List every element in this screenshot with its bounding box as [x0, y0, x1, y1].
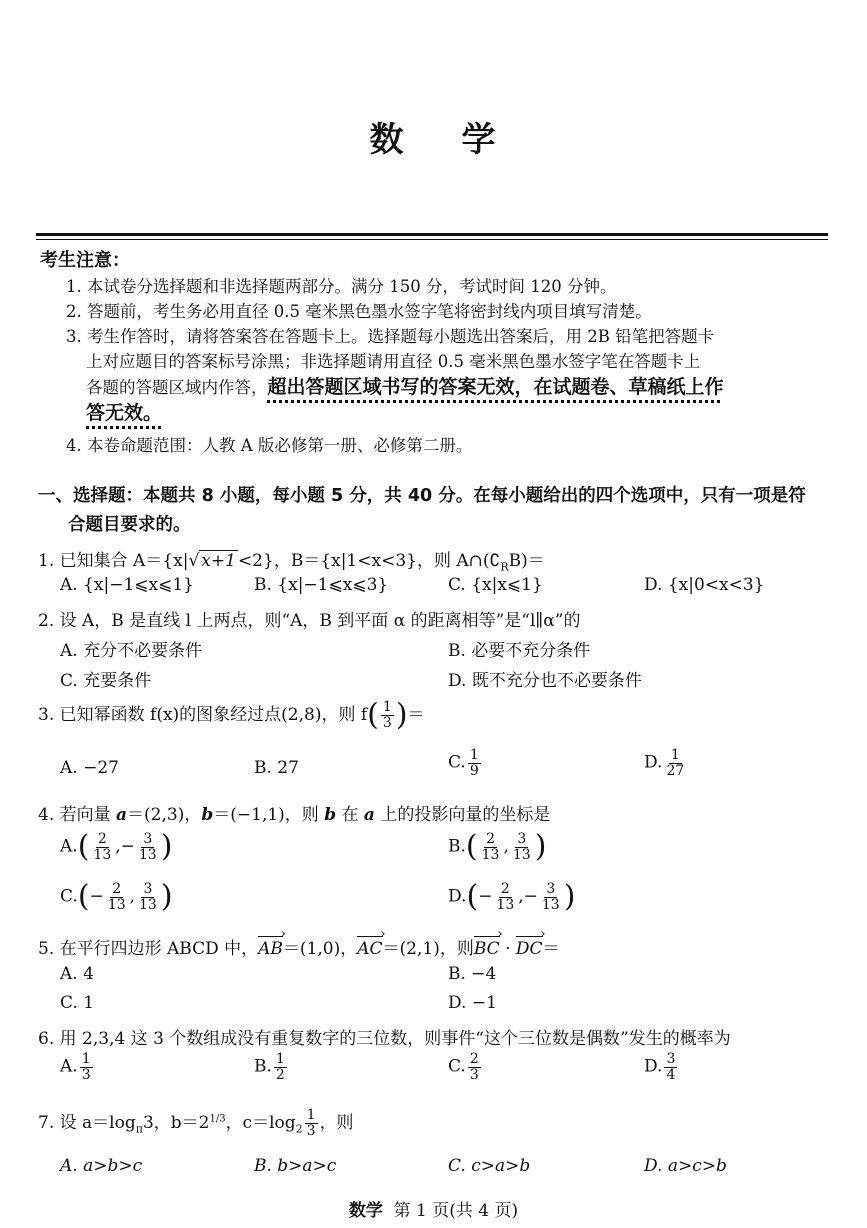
frac — [106, 882, 128, 912]
q5-vector-dc: DC › — [516, 939, 543, 959]
notice-item-3-line-1: 3. 考生作答时，请将答案答在答题卡上。选择题每小题选出答案后，用 2B 铅笔把答题卡 — [66, 327, 715, 346]
comma: , — [129, 886, 136, 907]
q3-text: 3. 已知幂函数 f(x)的图象经过点(2,8)，则 f — [38, 705, 368, 725]
paren-right: ) — [563, 879, 576, 915]
question-6-stem: 6. 用 2,3,4 这 3 个数组成没有重复数字的三位数，则事件“这个三位数是偶数”发生的概率为 — [38, 1029, 731, 1049]
q1-text-a: 1. 已知集合 A＝{x| — [38, 551, 189, 571]
q5-option-a: A. 4 — [60, 964, 94, 984]
page-footer — [0, 1196, 867, 1221]
frac-num: 3 — [143, 831, 153, 847]
paren-left: ( — [466, 879, 479, 915]
frac-num: 1 — [306, 1107, 316, 1124]
q3-opt-c-frac — [468, 748, 481, 778]
q5-vector-ab: AB › — [258, 939, 283, 959]
question-3-stem — [38, 697, 425, 733]
q5-option-d: D. −1 — [448, 993, 497, 1013]
frac — [468, 1052, 481, 1082]
notice-item-3-text: 各题的答题区域内作答， — [86, 378, 268, 397]
q1-option-c: C. {x|x⩽1} — [448, 575, 543, 595]
paren-left: ( — [77, 829, 90, 865]
frac-den: 13 — [139, 896, 157, 913]
opt-label: C. — [60, 886, 78, 907]
frac-num: 3 — [143, 881, 153, 897]
paren-right: ) — [160, 829, 173, 865]
opt-label: B. — [448, 836, 466, 857]
q4-option-b — [448, 829, 547, 865]
paren-left: ( — [465, 829, 478, 865]
q7-log-base-pi: π — [135, 1122, 143, 1136]
q1-option-b: B. {x|−1⩽x⩽3} — [254, 575, 389, 595]
frac-den: 9 — [469, 762, 479, 779]
frac-den: 3 — [469, 1066, 479, 1083]
title-part-1: 数 — [369, 120, 406, 160]
sign: − — [120, 836, 135, 857]
q5-text-e: ＝ — [542, 939, 560, 959]
sign: − — [89, 886, 104, 907]
q5-text-b: ＝(1,0)， — [282, 939, 358, 959]
q7-text-b: 3，b＝2 — [142, 1113, 210, 1133]
notice-item-3-line-2: 上对应题目的答案标号涂黑；非选择题请用直径 0.5 毫米黑色墨水签字笔在答题卡上 — [86, 352, 701, 371]
frac-den: 13 — [481, 846, 500, 863]
notice-emphasis-2: 答无效。 — [86, 402, 163, 424]
question-5-stem — [38, 934, 560, 959]
notice-item-2: 2. 答题前，考生务必用直径 0.5 毫米黑色墨水签字笔将密封线内项目填写清楚。 — [66, 302, 652, 321]
notice-emphasis-1: 超出答题区域书写的答案无效，在试题卷、草稿纸上作 — [267, 376, 724, 398]
q3-opt-d-frac — [664, 748, 686, 778]
notice-item-4: 4. 本卷命题范围：人教 A 版必修第一册、必修第二册。 — [66, 436, 473, 455]
q5-text-c: ＝(2,1)，则 — [382, 939, 474, 959]
section-heading-line-1: 一、选择题：本题共 8 小题，每小题 5 分，共 40 分。在每小题给出的四个选项中，只有一项是符 — [38, 486, 806, 506]
frac-den: 2 — [275, 1066, 285, 1083]
opt-label: A. — [60, 1056, 78, 1077]
q7-text-d: ，则 — [319, 1113, 354, 1133]
q5-vector-ac: AC › — [357, 939, 382, 959]
q1-sqrt-content: x+1 — [201, 551, 236, 571]
frac-den: 27 — [666, 762, 685, 779]
opt-label: B. — [254, 1056, 272, 1077]
question-2-stem: 2. 设 A，B 是直线 l 上两点，则“A，B 到平面 α 的距离相等”是“l∥α”的 — [38, 611, 581, 631]
q3-option-d — [644, 748, 688, 778]
frac-num: 2 — [486, 831, 495, 847]
footer-page: 第 1 页(共 4 页) — [393, 1201, 519, 1221]
q3-opt-c-label: C. — [448, 752, 466, 773]
q2-option-c: C. 充要条件 — [60, 671, 152, 691]
q2-option-a: A. 充分不必要条件 — [60, 641, 203, 661]
q5-text-a: 5. 在平行四边形 ABCD 中， — [38, 939, 259, 959]
paren-right: ) — [395, 697, 408, 733]
frac — [80, 1052, 93, 1082]
q4-text-d: 在 — [336, 805, 364, 825]
q4-text-a: 4. 若向量 — [38, 805, 117, 825]
header-rule-thick — [36, 233, 828, 236]
frac-den: 3 — [81, 1066, 91, 1083]
frac-num: 1 — [670, 747, 680, 763]
q7-option-d: D. a>c>b — [644, 1156, 727, 1176]
q7-fraction — [305, 1108, 318, 1138]
frac-den: 13 — [496, 896, 515, 913]
comma: , — [518, 886, 524, 907]
opt-label: C. — [448, 1056, 466, 1077]
q3-opt-d-label: D. — [644, 752, 663, 773]
q4-option-d — [448, 879, 576, 915]
sign: − — [523, 886, 538, 907]
frac-num: 2 — [97, 831, 107, 847]
q3-option-c — [448, 748, 483, 778]
footer-subject: 数学 — [348, 1201, 383, 1221]
title-part-2: 学 — [461, 120, 498, 160]
frac-num: 2 — [469, 1051, 479, 1067]
sqrt-symbol: √ — [188, 551, 200, 571]
q5-dot: · — [499, 939, 516, 959]
frac — [540, 882, 562, 912]
comma: , — [503, 836, 509, 857]
frac-den: 13 — [107, 896, 126, 913]
q1-text-c: B)＝ — [508, 551, 545, 571]
frac-num: 3 — [666, 1051, 676, 1067]
q4-option-a — [60, 829, 173, 865]
question-4-stem — [38, 800, 550, 825]
frac-num: 1 — [275, 1051, 285, 1067]
frac-den: 13 — [93, 846, 112, 863]
q1-option-d: D. {x|0<x<3} — [644, 575, 765, 595]
header-rule-thin — [36, 239, 828, 240]
q7-log-base-2: 2 — [295, 1122, 303, 1136]
q4-vector-b: b — [201, 805, 214, 825]
frac — [137, 882, 159, 912]
q4-vector-b-2: b — [324, 805, 337, 825]
q5-option-b: B. −4 — [448, 964, 497, 984]
frac-den: 4 — [666, 1066, 676, 1083]
q4-text-c: ＝(−1,1)，则 — [213, 805, 325, 825]
frac-den: 13 — [512, 846, 531, 863]
q4-text-b: ＝(2,3)， — [127, 805, 202, 825]
q7-option-c: C. c>a>b — [448, 1156, 531, 1176]
q2-option-b: B. 必要不充分条件 — [448, 641, 591, 661]
comma: , — [115, 836, 121, 857]
q7-text-a: 7. 设 a＝log — [38, 1113, 136, 1133]
frac — [494, 882, 516, 912]
notice-item-3-line-3 — [86, 372, 724, 399]
sign: − — [478, 886, 493, 907]
q3-tail: ＝ — [407, 705, 425, 725]
frac-den: 13 — [138, 846, 157, 863]
q7-exponent: 1/3 — [209, 1113, 226, 1125]
paren-left: ( — [367, 697, 379, 733]
question-7-stem — [38, 1108, 354, 1139]
opt-label: A. — [60, 836, 78, 857]
q5-option-c: C. 1 — [60, 993, 95, 1013]
q7-option-b: B. b>a>c — [254, 1156, 337, 1176]
q1-text-b: <2}，B＝{x|1<x<3}，则 A∩(∁ — [237, 551, 501, 571]
frac-num: 2 — [112, 881, 122, 897]
paren-left: ( — [77, 879, 90, 915]
notice-heading: 考生注意： — [40, 250, 130, 271]
q7-option-a: A. a>b>c — [60, 1156, 143, 1176]
question-1-stem — [38, 546, 545, 573]
section-heading-line-2: 合题目要求的。 — [68, 515, 191, 535]
frac — [480, 832, 502, 862]
q2-option-d: D. 既不充分也不必要条件 — [448, 671, 642, 691]
q3-frac-num: 1 — [382, 699, 392, 716]
frac — [91, 832, 113, 862]
frac — [511, 832, 533, 862]
q6-option-b — [254, 1052, 289, 1082]
frac — [274, 1052, 287, 1082]
q6-option-a — [60, 1052, 95, 1082]
q6-option-d — [644, 1052, 679, 1082]
q4-vector-a: a — [116, 805, 128, 825]
frac-num: 1 — [469, 747, 479, 763]
q3-option-a: A. −27 — [60, 758, 119, 778]
q4-vector-a-2: a — [363, 805, 375, 825]
q4-option-c — [60, 879, 173, 915]
frac-num: 3 — [517, 831, 527, 847]
q6-option-c — [448, 1052, 483, 1082]
frac-den: 13 — [541, 896, 560, 913]
q1-option-a: A. {x|−1⩽x⩽1} — [60, 575, 194, 595]
frac — [664, 1052, 677, 1082]
frac-num: 2 — [500, 881, 510, 897]
page-title — [0, 112, 867, 161]
paren-right: ) — [534, 829, 547, 865]
q3-fraction — [381, 700, 394, 730]
paren-right: ) — [160, 879, 173, 915]
frac-num: 3 — [546, 881, 556, 897]
opt-label: D. — [644, 1056, 663, 1077]
opt-label: D. — [448, 886, 467, 907]
notice-item-3-line-4 — [86, 398, 162, 425]
frac — [137, 832, 159, 862]
q7-text-c: ，c＝log — [225, 1113, 296, 1133]
q5-vector-bc: BC › — [474, 939, 500, 959]
q1-complement-subscript: R — [500, 560, 509, 574]
frac-den: 3 — [306, 1123, 316, 1139]
q3-option-b: B. 27 — [254, 758, 299, 778]
frac-num: 1 — [81, 1051, 91, 1067]
q4-text-e: 上的投影向量的坐标是 — [374, 805, 551, 825]
q3-frac-den: 3 — [382, 715, 392, 731]
notice-item-1: 1. 本试卷分选择题和非选择题两部分。满分 150 分，考试时间 120 分钟。 — [66, 277, 617, 296]
